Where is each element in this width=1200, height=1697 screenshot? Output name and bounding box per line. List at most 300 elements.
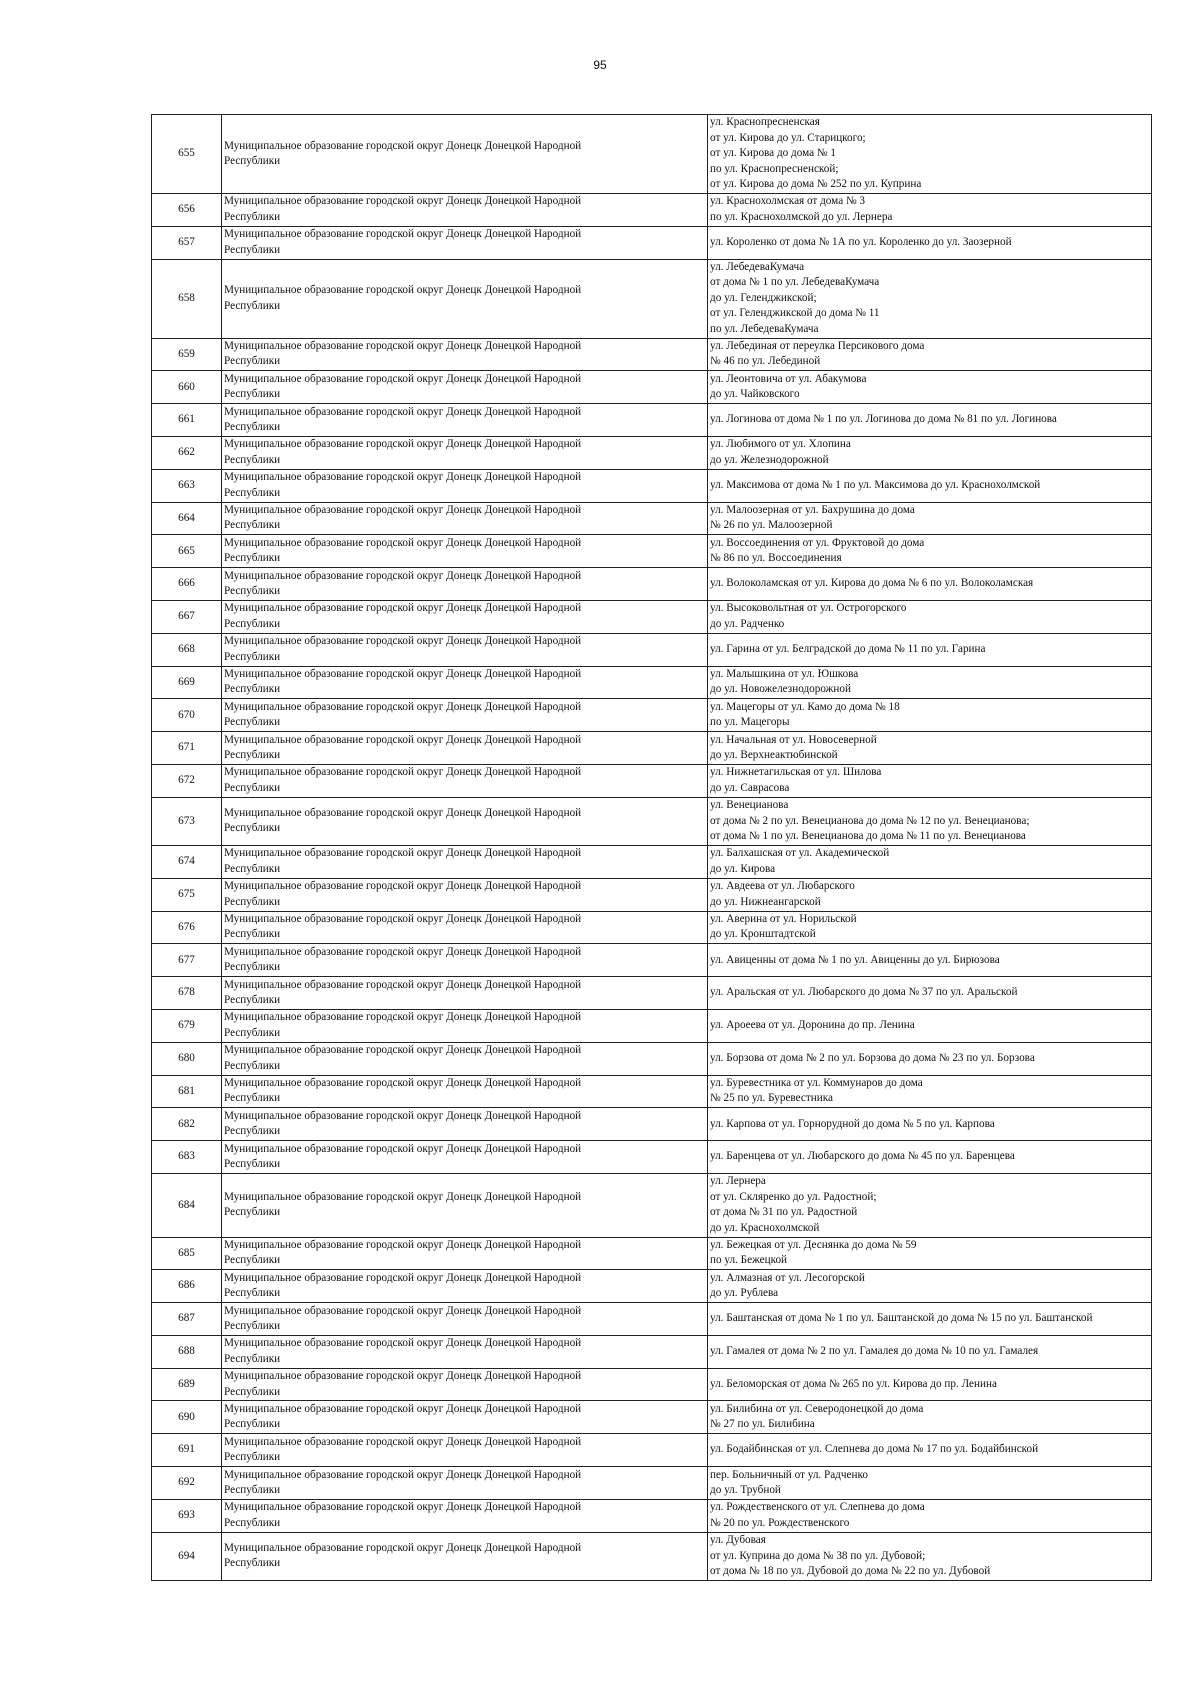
municipality-cell (222, 977, 708, 1010)
row-number: 664 (152, 502, 222, 535)
street-line: по ул. Краснопресненской; (710, 162, 839, 175)
street-line: от дома № 2 по ул. Венецианова до дома № 12 по ул. Венецианова; (710, 814, 1030, 827)
table-row (152, 1270, 1152, 1303)
municipality-line-2: Республики (224, 1319, 281, 1332)
municipality-cell (222, 699, 708, 732)
municipality-line-1: Муниципальное образование городской округ Донецк Донецкой Народной (224, 504, 582, 517)
municipality-cell (222, 502, 708, 535)
municipality-cell (222, 1401, 708, 1434)
municipality-line-1: Муниципальное образование городской округ Донецк Донецкой Народной (224, 668, 582, 681)
street-line: ул. Лебединая от переулка Персикового дома (710, 340, 925, 353)
streets-cell (708, 226, 1152, 259)
municipality-line-2: Республики (224, 1385, 281, 1398)
street-line: ул. Алмазная от ул. Лесогорской (710, 1271, 865, 1284)
streets-cell (708, 699, 1152, 732)
table-row (152, 699, 1152, 732)
street-line: ул. Начальная от ул. Новосеверной (710, 733, 877, 746)
municipality-cell (222, 436, 708, 469)
street-line: ул. Бодайбинская от ул. Слепнева до дома № 17 по ул. Бодайбинской (710, 1443, 1039, 1456)
street-line: по ул. Бежецкой (710, 1254, 788, 1267)
street-line: № 26 по ул. Малоозерной (710, 519, 833, 532)
municipality-line-1: Муниципальное образование городской округ Донецк Донецкой Народной (224, 1271, 582, 1284)
municipality-line-1: Муниципальное образование городской округ Донецк Донецкой Народной (224, 766, 582, 779)
row-number: 688 (152, 1335, 222, 1368)
row-number: 675 (152, 878, 222, 911)
street-line: № 20 по ул. Рождественского (710, 1516, 850, 1529)
street-line: до ул. Трубной (710, 1483, 781, 1496)
municipality-line-1: Муниципальное образование городской округ Донецк Донецкой Народной (224, 1541, 582, 1554)
municipality-cell (222, 1075, 708, 1108)
municipality-cell (222, 1108, 708, 1141)
municipality-cell (222, 944, 708, 977)
streets-cell (708, 1401, 1152, 1434)
street-line: ул. Леонтовича от ул. Абакумова (710, 372, 867, 385)
street-line: до ул. Чайковского (710, 388, 800, 401)
table-row (152, 600, 1152, 633)
municipality-line-2: Республики (224, 243, 281, 256)
municipality-cell (222, 845, 708, 878)
municipality-cell (222, 1303, 708, 1336)
municipality-line-2: Республики (224, 519, 281, 532)
row-number: 657 (152, 226, 222, 259)
municipality-line-2: Республики (224, 895, 281, 908)
street-line: ул. Воссоединения от ул. Фруктовой до дома (710, 536, 925, 549)
municipality-line-2: Республики (224, 928, 281, 941)
street-line: до ул. Новожелезнодорожной (710, 683, 851, 696)
municipality-line-1: Муниципальное образование городской округ Донецк Донецкой Народной (224, 700, 582, 713)
street-line: ул. Беломорская от дома № 265 по ул. Кирова до пр. Ленина (710, 1377, 997, 1390)
municipality-line-1: Муниципальное образование городской округ Донецк Донецкой Народной (224, 284, 582, 297)
street-line: до ул. Геленджикской; (710, 291, 817, 304)
municipality-line-1: Муниципальное образование городской округ Донецк Донецкой Народной (224, 1142, 582, 1155)
row-number: 667 (152, 600, 222, 633)
municipality-cell (222, 1368, 708, 1401)
municipality-cell (222, 633, 708, 666)
municipality-cell (222, 1237, 708, 1270)
municipality-line-1: Муниципальное образование городской округ Донецк Донецкой Народной (224, 1370, 582, 1383)
municipality-cell (222, 911, 708, 944)
municipality-line-2: Республики (224, 486, 281, 499)
municipality-line-1: Муниципальное образование городской округ Донецк Донецкой Народной (224, 1501, 582, 1514)
row-number: 676 (152, 911, 222, 944)
table-row (152, 1141, 1152, 1174)
municipality-line-1: Муниципальное образование городской округ Донецк Донецкой Народной (224, 1044, 582, 1057)
municipality-line-1: Муниципальное образование городской округ Донецк Донецкой Народной (224, 1304, 582, 1317)
street-line: ул. Карпова от ул. Горнорудной до дома № 5 по ул. Карпова (710, 1117, 995, 1130)
street-line: от ул. Скляренко до ул. Радостной; (710, 1190, 877, 1203)
page-number: 95 (593, 58, 607, 72)
municipality-line-1: Муниципальное образование городской округ Донецк Донецкой Народной (224, 945, 582, 958)
row-number: 673 (152, 797, 222, 845)
row-number: 680 (152, 1042, 222, 1075)
street-line: ул. Баштанская от дома № 1 по ул. Баштанской до дома № 15 по ул. Баштанской (710, 1312, 1093, 1325)
municipality-line-1: Муниципальное образование городской округ Донецк Донецкой Народной (224, 405, 582, 418)
street-line: ул. Любимого от ул. Хлопина (710, 438, 851, 451)
municipality-line-2: Республики (224, 1026, 281, 1039)
municipality-cell (222, 764, 708, 797)
row-number: 669 (152, 666, 222, 699)
municipality-line-2: Республики (224, 1451, 281, 1464)
municipality-line-2: Республики (224, 1125, 281, 1138)
municipality-cell (222, 666, 708, 699)
municipality-cell (222, 404, 708, 437)
row-number: 674 (152, 845, 222, 878)
table-row (152, 226, 1152, 259)
municipality-cell (222, 1499, 708, 1532)
streets-cell (708, 1467, 1152, 1500)
municipality-line-1: Муниципальное образование городской округ Донецк Донецкой Народной (224, 139, 582, 152)
table-row (152, 977, 1152, 1010)
street-line: ул. Лернера (710, 1175, 766, 1188)
street-line: ул. Борзова от дома № 2 по ул. Борзова до дома № 23 по ул. Борзова (710, 1051, 1035, 1064)
municipality-line-2: Республики (224, 1287, 281, 1300)
street-line: ул. Малышкина от ул. Юшкова (710, 668, 859, 681)
streets-cell (708, 436, 1152, 469)
municipality-cell (222, 1141, 708, 1174)
table-row (152, 845, 1152, 878)
street-assignment-table (151, 114, 1152, 1581)
street-line: от ул. Геленджикской до дома № 11 (710, 307, 880, 320)
municipality-line-1: Муниципальное образование городской округ Донецк Донецкой Народной (224, 195, 582, 208)
street-line: от дома № 1 по ул. Венецианова до дома № 11 по ул. Венецианова (710, 830, 1026, 843)
municipality-line-2: Республики (224, 1516, 281, 1529)
table-row (152, 259, 1152, 338)
streets-cell (708, 469, 1152, 502)
street-line: № 25 по ул. Буревестника (710, 1092, 833, 1105)
street-line: ул. Мацегоры от ул. Камо до дома № 18 (710, 700, 900, 713)
streets-cell (708, 1042, 1152, 1075)
streets-cell (708, 535, 1152, 568)
streets-cell (708, 1303, 1152, 1336)
streets-cell (708, 666, 1152, 699)
municipality-line-2: Республики (224, 1158, 281, 1170)
street-line: до ул. Верхнеактюбинской (710, 749, 838, 762)
municipality-line-1: Муниципальное образование городской округ Донецк Донецкой Народной (224, 340, 582, 353)
municipality-line-1: Муниципальное образование городской округ Донецк Донецкой Народной (224, 372, 582, 385)
row-number: 681 (152, 1075, 222, 1108)
table-row (152, 911, 1152, 944)
street-line: № 27 по ул. Билибина (710, 1418, 815, 1431)
row-number: 665 (152, 535, 222, 568)
municipality-line-2: Республики (224, 155, 281, 167)
street-line: ул. Краснохолмская от дома № 3 (710, 195, 866, 208)
table-row (152, 1303, 1152, 1336)
municipality-line-2: Республики (224, 862, 281, 875)
municipality-line-2: Республики (224, 388, 281, 401)
table-row (152, 1434, 1152, 1467)
row-number: 685 (152, 1237, 222, 1270)
municipality-line-2: Республики (224, 1352, 281, 1365)
street-line: ул. Бежецкая от ул. Деснянка до дома № 59 (710, 1238, 917, 1251)
streets-cell (708, 404, 1152, 437)
municipality-cell (222, 1173, 708, 1237)
municipality-line-2: Республики (224, 749, 281, 762)
table-row (152, 1173, 1152, 1237)
row-number: 692 (152, 1467, 222, 1500)
street-line: № 86 по ул. Воссоединения (710, 552, 842, 565)
streets-cell (708, 502, 1152, 535)
municipality-line-2: Республики (224, 1254, 281, 1267)
table-row (152, 1042, 1152, 1075)
row-number: 659 (152, 338, 222, 371)
table-row (152, 371, 1152, 404)
municipality-line-2: Республики (224, 210, 281, 223)
row-number: 686 (152, 1270, 222, 1303)
street-line: № 46 по ул. Лебединой (710, 355, 821, 368)
row-number: 663 (152, 469, 222, 502)
row-number: 694 (152, 1532, 222, 1580)
row-number: 661 (152, 404, 222, 437)
row-number: 677 (152, 944, 222, 977)
municipality-cell (222, 568, 708, 601)
row-number: 656 (152, 194, 222, 227)
municipality-line-1: Муниципальное образование городской округ Донецк Донецкой Народной (224, 847, 582, 860)
street-line: ул. Авиценны от дома № 1 по ул. Авиценны до ул. Бирюзова (710, 953, 1000, 966)
row-number: 690 (152, 1401, 222, 1434)
municipality-line-2: Республики (224, 683, 281, 696)
street-line: до ул. Радченко (710, 617, 785, 630)
street-line: по ул. Краснохолмской до ул. Лернера (710, 210, 893, 223)
municipality-line-2: Республики (224, 822, 281, 835)
streets-cell (708, 764, 1152, 797)
municipality-line-1: Муниципальное образование городской округ Донецк Донецкой Народной (224, 536, 582, 549)
municipality-line-2: Республики (224, 299, 281, 312)
table-body (152, 115, 1152, 1581)
municipality-line-2: Республики (224, 1059, 281, 1072)
municipality-line-2: Республики (224, 781, 281, 794)
street-line: от ул. Кирова до ул. Старицкого; (710, 131, 866, 144)
street-line: ул. Гамалея от дома № 2 по ул. Гамалея до дома № 10 по ул. Гамалея (710, 1345, 1039, 1358)
municipality-line-2: Республики (224, 1483, 281, 1496)
municipality-line-1: Муниципальное образование городской округ Донецк Донецкой Народной (224, 1077, 582, 1089)
row-number: 693 (152, 1499, 222, 1532)
municipality-cell (222, 1434, 708, 1467)
street-line: ул. Ароеева от ул. Доронина до пр. Ленина (710, 1019, 915, 1032)
municipality-line-1: Муниципальное образование городской округ Донецк Донецкой Народной (224, 880, 582, 893)
street-line: ул. Максимова от дома № 1 по ул. Максимова до ул. Краснохолмской (710, 478, 1041, 491)
municipality-cell (222, 226, 708, 259)
street-line: ул. Логинова от дома № 1 по ул. Логинова до дома № 81 по ул. Логинова (710, 413, 1057, 426)
street-line: ул. Аверина от ул. Норильской (710, 913, 857, 926)
municipality-line-2: Республики (224, 1557, 281, 1570)
street-line: ул. Рождественского от ул. Слепнева до дома (710, 1501, 925, 1514)
streets-cell (708, 878, 1152, 911)
municipality-line-1: Муниципальное образование городской округ Донецк Донецкой Народной (224, 1435, 582, 1448)
street-line: ул. Авдеева от ул. Любарского (710, 880, 855, 893)
row-number: 684 (152, 1173, 222, 1237)
streets-cell (708, 1173, 1152, 1237)
municipality-cell (222, 1532, 708, 1580)
row-number: 666 (152, 568, 222, 601)
streets-cell (708, 1368, 1152, 1401)
table-row (152, 1499, 1152, 1532)
table-row (152, 1335, 1152, 1368)
streets-cell (708, 338, 1152, 371)
table-row (152, 764, 1152, 797)
row-number: 655 (152, 115, 222, 194)
street-line: по ул. ЛебедеваКумача (710, 322, 819, 335)
municipality-line-1: Муниципальное образование городской округ Донецк Донецкой Народной (224, 1109, 582, 1122)
row-number: 689 (152, 1368, 222, 1401)
streets-cell (708, 194, 1152, 227)
streets-cell (708, 1532, 1152, 1580)
municipality-line-2: Республики (224, 1206, 281, 1219)
municipality-line-1: Муниципальное образование городской округ Донецк Донецкой Народной (224, 471, 582, 484)
municipality-line-2: Республики (224, 994, 281, 1007)
table-row (152, 1009, 1152, 1042)
table-row (152, 502, 1152, 535)
table-row (152, 404, 1152, 437)
municipality-cell (222, 732, 708, 765)
streets-cell (708, 1499, 1152, 1532)
streets-cell (708, 1237, 1152, 1270)
streets-cell (708, 732, 1152, 765)
streets-cell (708, 1270, 1152, 1303)
street-line: до ул. Кронштадтской (710, 928, 816, 941)
municipality-line-2: Республики (224, 421, 281, 434)
row-number: 678 (152, 977, 222, 1010)
municipality-cell (222, 1335, 708, 1368)
row-number: 683 (152, 1141, 222, 1174)
streets-cell (708, 1108, 1152, 1141)
municipality-line-2: Республики (224, 650, 281, 663)
table-row (152, 666, 1152, 699)
streets-cell (708, 911, 1152, 944)
street-line: ул. Малоозерная от ул. Бахрушина до дома (710, 504, 915, 517)
street-line: ул. Дубовая (710, 1534, 766, 1547)
streets-cell (708, 1335, 1152, 1368)
municipality-line-1: Муниципальное образование городской округ Донецк Донецкой Народной (224, 569, 582, 582)
row-number: 679 (152, 1009, 222, 1042)
street-line: ул. Аральская от ул. Любарского до дома № 37 по ул. Аральской (710, 986, 1018, 999)
municipality-line-1: Муниципальное образование городской округ Донецк Донецкой Народной (224, 1468, 582, 1481)
street-line: пер. Больничный от ул. Радченко (710, 1468, 868, 1481)
table-row (152, 1108, 1152, 1141)
municipality-cell (222, 1270, 708, 1303)
street-line: ул. Гарина от ул. Белградской до дома № 11 по ул. Гарина (710, 642, 986, 655)
municipality-line-2: Республики (224, 453, 281, 466)
street-line: от дома № 18 по ул. Дубовой до дома № 22 по ул. Дубовой (710, 1564, 991, 1577)
municipality-line-1: Муниципальное образование городской округ Донецк Донецкой Народной (224, 228, 582, 241)
municipality-cell (222, 259, 708, 338)
streets-cell (708, 633, 1152, 666)
table-row (152, 1075, 1152, 1108)
row-number: 671 (152, 732, 222, 765)
row-number: 691 (152, 1434, 222, 1467)
table-row (152, 797, 1152, 845)
street-line: ул. ЛебедеваКумача (710, 261, 805, 274)
street-line: ул. Балхашская от ул. Академической (710, 847, 890, 860)
municipality-line-1: Муниципальное образование городской округ Донецк Донецкой Народной (224, 1190, 582, 1203)
municipality-cell (222, 371, 708, 404)
streets-cell (708, 944, 1152, 977)
municipality-line-1: Муниципальное образование городской округ Донецк Донецкой Народной (224, 806, 582, 819)
street-line: ул. Краснопресненская (710, 116, 820, 129)
municipality-line-1: Муниципальное образование городской округ Донецк Донецкой Народной (224, 1011, 582, 1024)
street-line: до ул. Саврасова (710, 781, 790, 794)
municipality-cell (222, 1009, 708, 1042)
row-number: 682 (152, 1108, 222, 1141)
table-row (152, 535, 1152, 568)
street-line: от ул. Куприна до дома № 38 по ул. Дубовой; (710, 1549, 926, 1562)
municipality-cell (222, 1042, 708, 1075)
municipality-cell (222, 797, 708, 845)
municipality-line-1: Муниципальное образование городской округ Донецк Донецкой Народной (224, 978, 582, 991)
municipality-line-1: Муниципальное образование городской округ Донецк Донецкой Народной (224, 1238, 582, 1251)
street-line: ул. Короленко от дома № 1А по ул. Короленко до ул. Заозерной (710, 235, 1012, 248)
row-number: 687 (152, 1303, 222, 1336)
municipality-line-1: Муниципальное образование городской округ Донецк Донецкой Народной (224, 438, 582, 451)
table-row (152, 944, 1152, 977)
streets-cell (708, 845, 1152, 878)
municipality-line-2: Республики (224, 961, 281, 974)
streets-cell (708, 1009, 1152, 1042)
row-number: 672 (152, 764, 222, 797)
table-row (152, 115, 1152, 194)
street-line: ул. Нижнетагильская от ул. Шилова (710, 766, 882, 779)
municipality-line-2: Республики (224, 355, 281, 368)
streets-cell (708, 600, 1152, 633)
street-line: до ул. Краснохолмской (710, 1221, 820, 1234)
table-row (152, 568, 1152, 601)
street-line: ул. Венецианова (710, 799, 789, 812)
row-number: 668 (152, 633, 222, 666)
municipality-line-2: Республики (224, 1418, 281, 1431)
table-row (152, 1467, 1152, 1500)
municipality-line-2: Республики (224, 1092, 281, 1105)
municipality-line-1: Муниципальное образование городской округ Донецк Донецкой Народной (224, 602, 582, 615)
streets-cell (708, 977, 1152, 1010)
street-line: от ул. Кирова до дома № 252 по ул. Куприна (710, 178, 922, 191)
municipality-cell (222, 878, 708, 911)
municipality-cell (222, 600, 708, 633)
municipality-cell (222, 1467, 708, 1500)
streets-cell (708, 115, 1152, 194)
street-line: ул. Буревестника от ул. Коммунаров до дома (710, 1077, 923, 1089)
street-line: от ул. Кирова до дома № 1 (710, 147, 836, 160)
street-line: до ул. Рублева (710, 1287, 779, 1300)
row-number: 658 (152, 259, 222, 338)
table-row (152, 1368, 1152, 1401)
municipality-cell (222, 469, 708, 502)
table-row (152, 878, 1152, 911)
municipality-cell (222, 194, 708, 227)
table-row (152, 1237, 1152, 1270)
street-line: до ул. Железнодорожной (710, 453, 829, 466)
municipality-cell (222, 535, 708, 568)
table-row (152, 633, 1152, 666)
row-number: 662 (152, 436, 222, 469)
municipality-line-1: Муниципальное образование городской округ Донецк Донецкой Народной (224, 733, 582, 746)
municipality-cell (222, 338, 708, 371)
municipality-line-2: Республики (224, 716, 281, 729)
municipality-line-1: Муниципальное образование городской округ Донецк Донецкой Народной (224, 1402, 582, 1415)
streets-cell (708, 259, 1152, 338)
table-row (152, 732, 1152, 765)
row-number: 670 (152, 699, 222, 732)
streets-cell (708, 371, 1152, 404)
table-row (152, 436, 1152, 469)
row-number: 660 (152, 371, 222, 404)
municipality-cell (222, 115, 708, 194)
street-line: ул. Баренцева от ул. Любарского до дома № 45 по ул. Баренцева (710, 1150, 1015, 1163)
streets-cell (708, 1141, 1152, 1174)
street-line: от дома № 1 по ул. ЛебедеваКумача (710, 276, 880, 289)
table-row (152, 1401, 1152, 1434)
municipality-line-2: Республики (224, 585, 281, 598)
street-line: до ул. Нижнеангарской (710, 895, 821, 908)
municipality-line-1: Муниципальное образование городской округ Донецк Донецкой Народной (224, 913, 582, 926)
